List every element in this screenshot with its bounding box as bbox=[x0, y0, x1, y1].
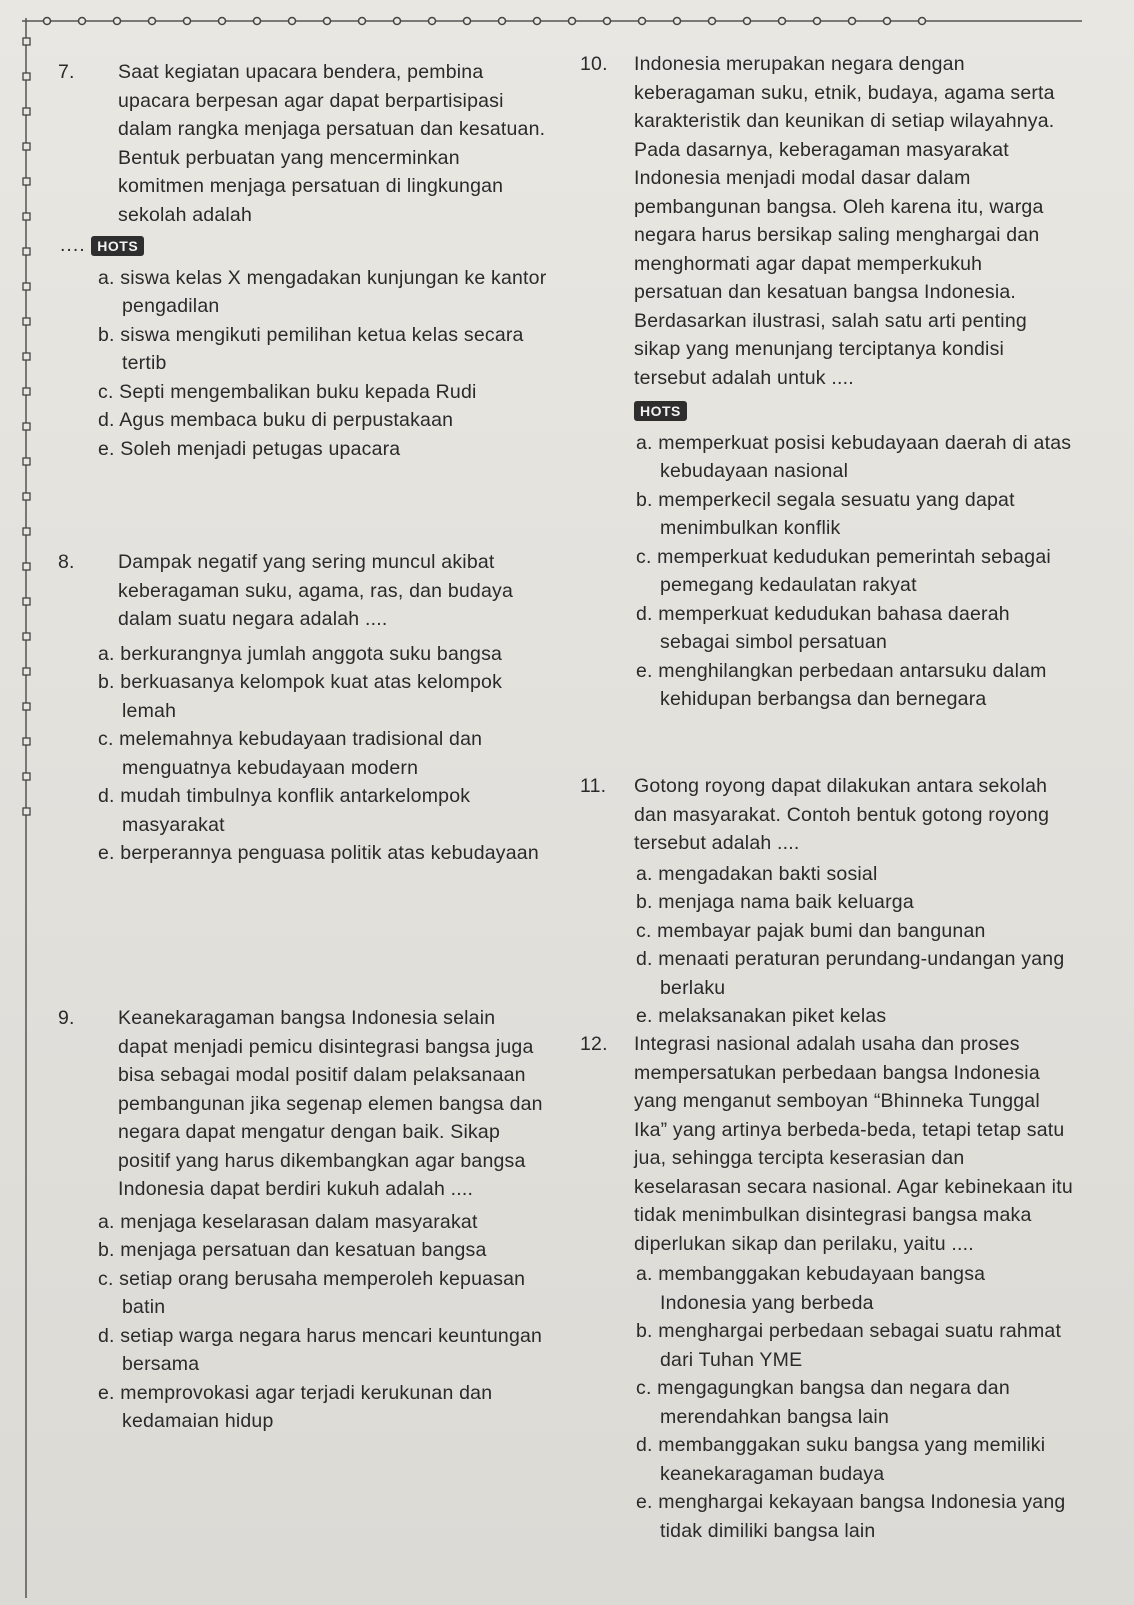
question-stem: Indonesia merupakan negara dengan keberagaman suku, etnik, budaya, agama serta karakteristik dan keunikan di setiap wilayahnya. Pada dasarnya, keberagaman masyarakat Indonesia menjadi modal dasar dalam pembangunan bangsa. Oleh karena itu, warga negara harus bersikap saling menghargai dan menghormati agar dapat memperkukuh persatuan dan kesatuan bangsa Indonesia. Berdasarkan ilustrasi, salah satu arti penting sikap yang menunjang terciptanya kondisi tersebut adalah untuk .... bbox=[634, 53, 1055, 389]
binder-rings-left-icon bbox=[22, 18, 36, 1598]
question-number: 7. bbox=[58, 61, 75, 83]
question-body bbox=[98, 1004, 548, 1436]
hots-badge: HOTS bbox=[91, 236, 144, 256]
option-a[interactable]: a. membanggakan kebudayaan bangsa Indonesia yang berbeda bbox=[636, 1263, 986, 1314]
option-b[interactable]: b. menghargai perbedaan sebagai suatu rahmat dari Tuhan YME bbox=[636, 1320, 1062, 1371]
option-b[interactable]: b. siswa mengikuti pemilihan ketua kelas secara tertib bbox=[98, 323, 524, 374]
question-stem: Saat kegiatan upacara bendera, pembina upacara berpesan agar dapat berpartisipasi dalam rangka menjaga persatuan dan kesatuan. Bentuk perbuatan yang mencerminkan komitmen menjaga persatuan di lingkungan sekolah adalah bbox=[118, 61, 546, 226]
question-body bbox=[634, 772, 1074, 1031]
option-c[interactable]: c. melemahnya kebudayaan tradisional dan menguatnya kebudayaan modern bbox=[98, 728, 483, 779]
question-stem: Keanekaragaman bangsa Indonesia selain dapat menjadi pemicu disintegrasi bangsa juga bisa sebagai modal positif dalam pelaksanaan pembangunan jika segenap elemen bangsa dan negara dapat mengatur dengan baik. Sikap positif yang harus dikembangkan agar bangsa Indonesia dapat berdiri kukuh adalah .... bbox=[118, 1007, 543, 1200]
question-body bbox=[60, 58, 548, 463]
option-d[interactable]: d. setiap warga negara harus mencari keuntungan bersama bbox=[98, 1324, 543, 1375]
answer-ellipsis: .... bbox=[60, 234, 86, 256]
question-number: 10. bbox=[580, 53, 608, 75]
option-b[interactable]: b. memperkecil segala sesuatu yang dapat menimbulkan konflik bbox=[636, 488, 1015, 539]
options-list bbox=[60, 640, 548, 868]
option-c[interactable]: c. Septi mengembalikan buku kepada Rudi bbox=[98, 380, 477, 403]
question-body bbox=[634, 50, 1074, 714]
option-d[interactable]: d. Agus membaca buku di perpustakaan bbox=[98, 409, 454, 431]
question-number: 12. bbox=[580, 1033, 608, 1055]
question-number: 9. bbox=[58, 1007, 75, 1029]
option-e[interactable]: e. menghilangkan perbedaan antarsuku dalam kehidupan berbangsa dan bernegara bbox=[636, 659, 1047, 710]
binder-rings-top-icon bbox=[22, 14, 1082, 28]
option-b[interactable]: b. menjaga persatuan dan kesatuan bangsa bbox=[98, 1239, 487, 1261]
question-number: 11. bbox=[580, 775, 607, 797]
options-list bbox=[60, 264, 548, 464]
option-a[interactable]: a. berkurangnya jumlah anggota suku bangsa bbox=[98, 642, 503, 665]
option-e[interactable]: e. Soleh menjadi petugas upacara bbox=[98, 437, 401, 460]
option-a[interactable]: a. menjaga keselarasan dalam masyarakat bbox=[98, 1210, 478, 1233]
ellipsis-hots-line bbox=[60, 231, 548, 260]
options-list bbox=[60, 1208, 548, 1436]
option-a[interactable]: a. mengadakan bakti sosial bbox=[636, 862, 878, 885]
option-d[interactable]: d. memperkuat kedudukan bahasa daerah sebagai simbol persatuan bbox=[636, 602, 1010, 653]
option-b[interactable]: b. menjaga nama baik keluarga bbox=[636, 891, 914, 913]
options-list bbox=[634, 429, 1074, 714]
option-d[interactable]: d. membanggakan suku bangsa yang memiliki keanekaragaman budaya bbox=[636, 1434, 1046, 1485]
options-list bbox=[634, 860, 1074, 1031]
question-body bbox=[634, 1030, 1074, 1545]
option-b[interactable]: b. berkuasanya kelompok kuat atas kelompok lemah bbox=[98, 671, 503, 722]
option-d[interactable]: d. mudah timbulnya konflik antarkelompok masyarakat bbox=[98, 785, 471, 836]
hots-badge: HOTS bbox=[634, 401, 687, 421]
question-number: 8. bbox=[58, 551, 75, 573]
option-e[interactable]: e. melaksanakan piket kelas bbox=[636, 1005, 887, 1027]
option-a[interactable]: a. siswa kelas X mengadakan kunjungan ke kantor pengadilan bbox=[98, 266, 547, 317]
question-stem: Dampak negatif yang sering muncul akibat keberagaman suku, agama, ras, dan budaya dalam suatu negara adalah .... bbox=[118, 551, 514, 630]
options-list bbox=[634, 1260, 1074, 1545]
question-body bbox=[98, 548, 548, 868]
option-a[interactable]: a. memperkuat posisi kebudayaan daerah di atas kebudayaan nasional bbox=[636, 431, 1072, 482]
option-c[interactable]: c. mengagungkan bangsa dan negara dan merendahkan bangsa lain bbox=[636, 1377, 1010, 1428]
question-stem: Gotong royong dapat dilakukan antara sekolah dan masyarakat. Contoh bentuk gotong royong tersebut adalah .... bbox=[634, 775, 1050, 854]
option-d[interactable]: d. menaati peraturan perundang-undangan yang berlaku bbox=[636, 948, 1065, 999]
hots-line bbox=[634, 396, 1074, 425]
option-c[interactable]: c. membayar pajak bumi dan bangunan bbox=[636, 919, 986, 942]
option-e[interactable]: e. memprovokasi agar terjadi kerukunan dan kedamaian hidup bbox=[98, 1381, 493, 1432]
option-c[interactable]: c. setiap orang berusaha memperoleh kepuasan batin bbox=[98, 1267, 526, 1318]
option-e[interactable]: e. menghargai kekayaan bangsa Indonesia yang tidak dimiliki bangsa lain bbox=[636, 1491, 1066, 1542]
option-e[interactable]: e. berperannya penguasa politik atas kebudayaan bbox=[98, 842, 539, 864]
option-c[interactable]: c. memperkuat kedudukan pemerintah sebagai pemegang kedaulatan rakyat bbox=[636, 545, 1051, 596]
question-stem: Integrasi nasional adalah usaha dan proses mempersatukan perbedaan bangsa Indonesia yang menganut semboyan “Bhinneka Tunggal Ika” yang artinya berbeda-beda, tetapi tetap satu jua, sehingga tercipta keserasian dan keselarasan secara nasional. Agar kebinekaan itu tidak menimbulkan disintegrasi bangsa maka diperlukan sikap dan perilaku, yaitu .... bbox=[634, 1033, 1073, 1255]
